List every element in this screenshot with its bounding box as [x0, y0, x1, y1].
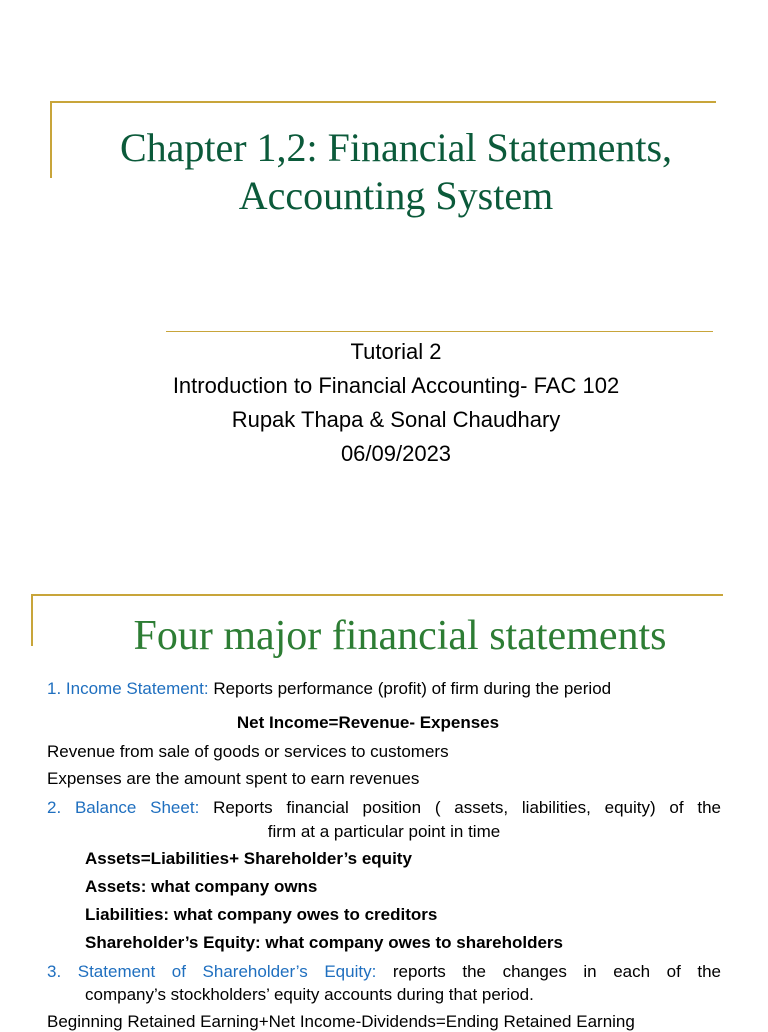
- balance-definition: Assets: what company owns: [85, 877, 318, 896]
- item-description: Reports performance (profit) of firm during the period: [213, 679, 612, 698]
- item-description: Reports financial position ( assets, liabilities, equity) of the: [213, 798, 721, 817]
- income-formula: Net Income=Revenue- Expenses: [236, 713, 500, 732]
- top-rule: [31, 594, 723, 596]
- note-line: Expenses are the amount spent to earn revenues: [47, 769, 420, 788]
- income-statement-item: [47, 679, 713, 699]
- note-line: Revenue from sale of goods or services to customers: [47, 742, 449, 761]
- balance-definition: Shareholder’s Equity: what company owes to shareholders: [85, 933, 564, 952]
- item-description-continued: company’s stockholders’ equity accounts during that period.: [85, 985, 534, 1004]
- equity-formula: Beginning Retained Earning+Net Income-Dividends=Ending Retained Earning: [47, 1012, 635, 1031]
- slide-title-line-1: Chapter 1,2: Financial Statements,: [119, 125, 673, 170]
- top-rule: [50, 101, 716, 103]
- subtitle-line: Introduction to Financial Accounting- FAC 102: [172, 373, 620, 398]
- balance-formula: Assets=Liabilities+ Shareholder’s equity: [85, 849, 412, 868]
- subtitle-line: Rupak Thapa & Sonal Chaudhary: [231, 407, 561, 432]
- item-number-label: 3. Statement of Shareholder’s Equity:: [47, 962, 377, 981]
- slide-title-line-2: Accounting System: [238, 173, 554, 218]
- balance-sheet-item: [47, 798, 721, 818]
- subtitle-rule: [166, 331, 713, 332]
- slide-title: [60, 124, 732, 220]
- item-number-label: 2. Balance Sheet:: [47, 798, 200, 817]
- subtitle-line: Tutorial 2: [350, 339, 442, 364]
- subtitle-line: 06/09/2023: [340, 441, 452, 466]
- section-heading: Four major financial statements: [133, 613, 667, 659]
- item-description: reports the changes in each of the: [392, 962, 722, 981]
- equity-statement-item: [47, 962, 721, 982]
- balance-definition: Liabilities: what company owes to creditors: [85, 905, 438, 924]
- left-rule: [31, 594, 33, 646]
- left-rule: [50, 101, 52, 178]
- item-description-continued: firm at a particular point in time: [267, 822, 501, 841]
- item-number-label: 1. Income Statement:: [47, 679, 209, 698]
